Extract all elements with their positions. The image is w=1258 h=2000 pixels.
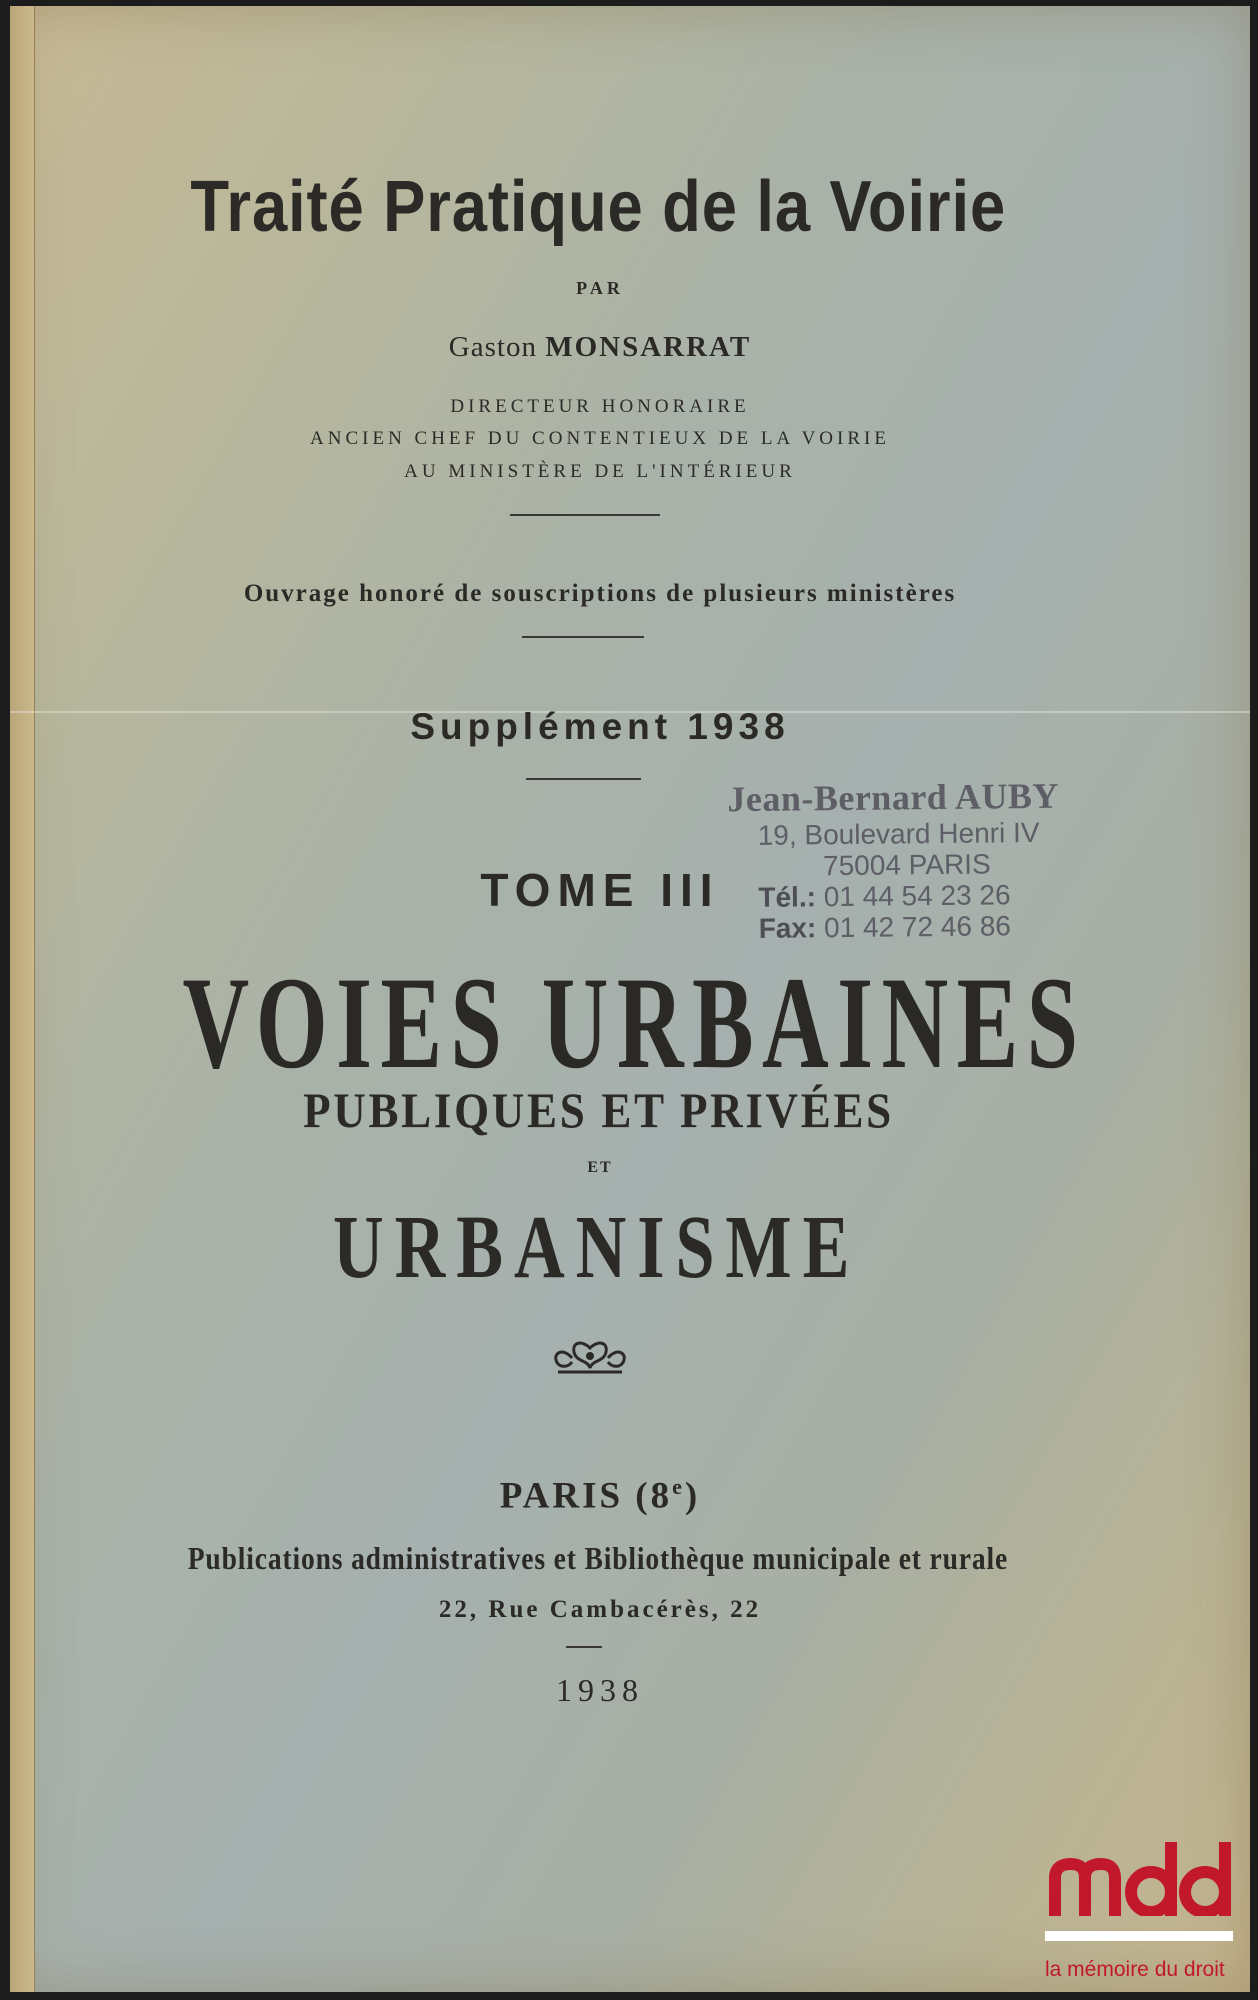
stamp-street: 19, Boulevard Henri IV	[757, 816, 1040, 851]
author-role: DIRECTEUR HONORAIRE	[450, 396, 750, 417]
place-close: )	[684, 1475, 701, 1517]
honor-note: Ouvrage honoré de souscriptions de plusieurs ministères	[243, 580, 957, 607]
stamp-fax-label: Fax:	[758, 912, 817, 944]
divider-rule	[566, 1646, 602, 1648]
place-superscript: e	[672, 1474, 685, 1499]
publication-place	[10, 1474, 1190, 1517]
divider-rule	[522, 636, 644, 638]
mdd-watermark	[1045, 1836, 1245, 1986]
heading-sub: PUBLIQUES ET PRIVÉES	[303, 1082, 894, 1138]
author-role: AU MINISTÈRE DE L'INTÉRIEUR	[404, 461, 796, 482]
divider-rule	[526, 778, 641, 780]
stamp-phone	[728, 878, 1148, 913]
mdd-logo	[1045, 1836, 1245, 1916]
heading-main: VOIES URBAINES	[182, 949, 1087, 1096]
author-name	[10, 331, 1190, 364]
stamp-phone-number: 01 44 54 23 26	[823, 879, 1011, 913]
stamp-name: Jean-Bernard AUBY	[727, 775, 1060, 820]
owner-stamp	[727, 774, 1149, 944]
heading-final: URBANISME	[333, 1198, 861, 1297]
stamp-phone-label: Tél.:	[758, 881, 817, 913]
publisher-address: 22, Rue Cambacérès, 22	[438, 1596, 762, 1623]
mdd-tagline: la mémoire du droit	[1045, 1958, 1225, 1981]
volume-label: TOME III	[480, 864, 720, 916]
place-text: PARIS (8	[499, 1475, 673, 1517]
publication-year: 1938	[556, 1672, 644, 1708]
stamp-fax	[729, 909, 1149, 944]
author-first-name: Gaston	[448, 331, 537, 363]
supplement-label: Supplément 1938	[410, 706, 790, 747]
by-label: PAR	[576, 278, 624, 298]
fleuron-ornament-icon	[550, 1338, 630, 1378]
stamp-city: 75004 PARIS	[822, 848, 991, 882]
mdd-underline	[1045, 1931, 1233, 1941]
author-last-name: MONSARRAT	[545, 331, 752, 363]
publisher-name: Publications administratives et Bibliothèque municipale et rurale	[187, 1540, 1009, 1576]
stamp-fax-number: 01 42 72 46 86	[823, 910, 1012, 944]
divider-rule	[510, 514, 660, 516]
heading-conjunction: ET	[587, 1159, 613, 1176]
book-title: Traité Pratique de la Voirie	[190, 167, 1007, 247]
author-role: ANCIEN CHEF DU CONTENTIEUX DE LA VOIRIE	[310, 428, 890, 449]
book-cover	[10, 6, 1250, 1992]
